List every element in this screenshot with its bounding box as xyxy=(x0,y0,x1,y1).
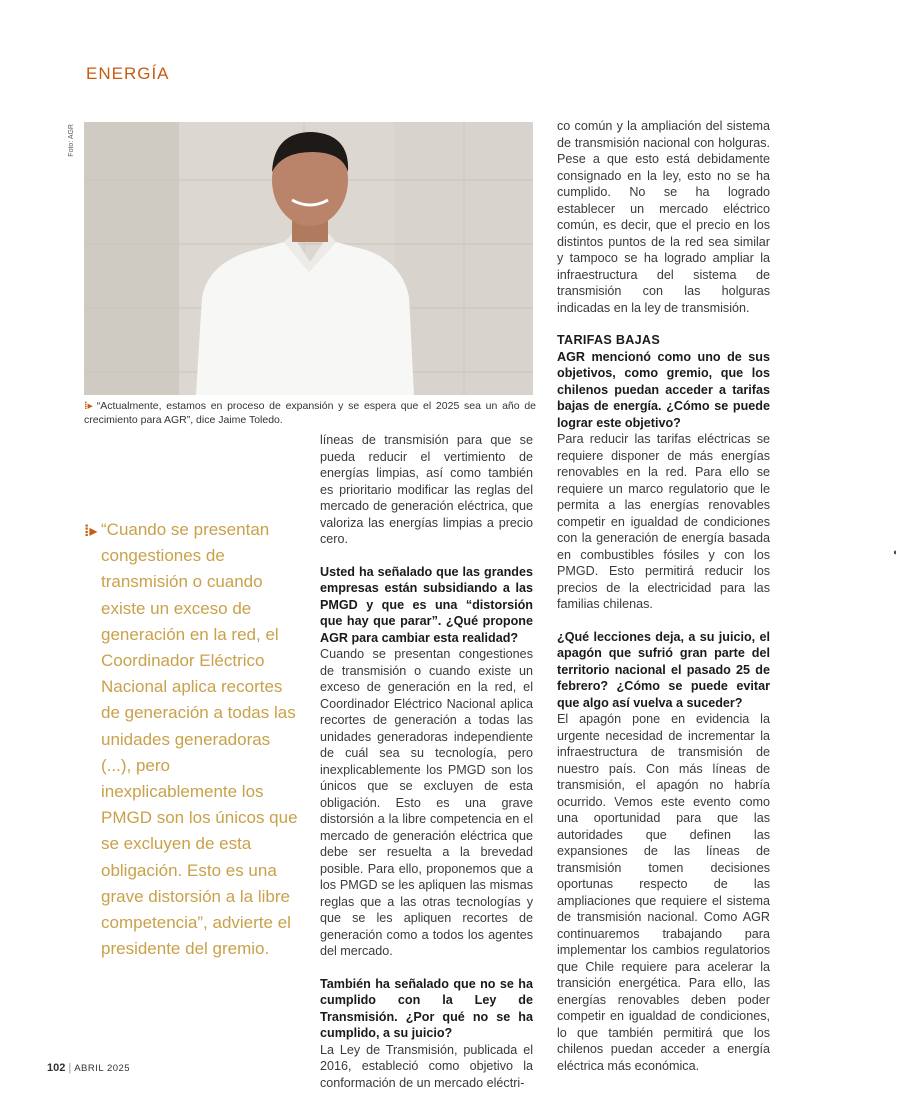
question-heading: También ha señalado que no se ha cumplido con la Ley de Transmisión. ¿Por qué no se ha cumplido, a su juicio? xyxy=(320,976,533,1040)
registration-mark-icon: ◖ xyxy=(892,547,898,557)
portrait-photo xyxy=(84,122,533,395)
caption-bullet-icon: ⁞▸ xyxy=(84,400,93,412)
middle-column xyxy=(320,432,533,1091)
page-footer xyxy=(47,1062,130,1074)
footer-separator: | xyxy=(68,1062,72,1074)
answer-paragraph: Cuando se presentan congestiones de transmisión o cuando existe un exceso de generación en la red, el Coordinador Eléctrico Nacional aplica recortes de generación a todas las unidades generadoras independiente de cuál sea su tecnología, pero inexplicablemente los PMGD son los únicos que se excluyen de esta obligación. Esto es una grave distorsión a la libre competencia en el mercado de generación eléctrica que debe ser resuelta a la brevedad posible. Para ello, proponemos que a los PMGD se les apliquen las mismas reglas que a las otras tecnologías y que se les apliquen recortes de generación como a todos los agentes del mercado. xyxy=(320,647,533,958)
pull-quote-text: “Cuando se presentan congestiones de transmisión o cuando existe un exceso de generación en la red, el Coordinador Eléctrico Nacional aplica recortes de generación a todas las unidades generadoras (...), pero inexplicablemente los PMGD son los únicos que se excluyen de esta obligación. Esto es una grave distorsión a la libre competencia”, advierte el presidente del gremio. xyxy=(101,520,298,959)
page-number: 102 xyxy=(47,1062,66,1074)
question-heading: Usted ha señalado que las grandes empresas están subsidiando a las PMGD y que es una “distorsión que hay que parar”. ¿Qué propone AGR para cambiar esta realidad? xyxy=(320,564,533,645)
section-label: ENERGÍA xyxy=(86,64,170,83)
photo-credit-text: Foto: AGR xyxy=(68,124,75,157)
answer-paragraph: La Ley de Transmisión, publicada el 2016, estableció como objetivo la conformación de un mercado eléctri- xyxy=(320,1042,533,1090)
quote-bullet-icon: ⁞▸ xyxy=(84,523,98,540)
question-heading: AGR mencionó como uno de sus objetivos, como gremio, que los chilenos puedan acceder a tarifas bajas de energía. ¿Cómo se puede lograr este objetivo? xyxy=(557,349,770,430)
issue-date: ABRIL 2025 xyxy=(74,1063,131,1074)
answer-paragraph: Para reducir las tarifas eléctricas se requiere disponer de más energías renovables en la red. Para ello se requiere un marco regulatorio que le permita a las energías renovables competir en igualdad de condiciones con la generación de energía basada en combustibles fósiles y con los PMGD. Esto permitirá reducir los precios de la electricidad para las familias chilenas. xyxy=(557,432,770,611)
portrait-illustration xyxy=(84,122,533,395)
caption-text: “Actualmente, estamos en proceso de expansión y se espera que el 2025 sea un año de crecimiento para AGR”, dice Jaime Toledo. xyxy=(84,400,536,426)
pull-quote xyxy=(84,517,299,962)
photo-credit xyxy=(68,124,82,164)
paragraph: co común y la ampliación del sistema de transmisión nacional con holguras. Pese a que esto está debidamente consignado en la ley, esto no se ha cumplido. No se ha logrado establecer un mercado eléctrico común, es decir, que el precio en los distintos puntos de la red sea similar y tampoco se ha logrado ampliar la infraestructura del sistema de transmisión con las holguras indicadas en la ley de transmisión. xyxy=(557,119,770,315)
right-column xyxy=(557,118,770,1074)
paragraph: líneas de transmisión para que se pueda reducir el vertimiento de energías limpias, así como también es prioritario modificar las reglas del mercado de generación eléctrica, que valoriza las energías limpias a precio cero. xyxy=(320,433,533,546)
answer-paragraph: El apagón pone en evidencia la urgente necesidad de incrementar la infraestructura de transmisión de nuestro país. Con más líneas de transmisión, el apagón no habría ocurrido. Vemos este evento como una oportunidad para que las autoridades que definen las expansiones de las líneas de transmisión tomen decisiones oportunas respecto de las ampliaciones que requiere el sistema de transmisión nacional. Como AGR continuaremos trabajando para implementar los cambios regulatorios que Chile requiere para acelerar la transición energética. Para ello, las energías renovables deben poder competir en igualdad de condiciones, lo que también permitirá que los chilenos puedan acceder a energía eléctrica más económica. xyxy=(557,712,770,1073)
question-heading: ¿Qué lecciones deja, a su juicio, el apagón que sufrió gran parte del territorio nacional el pasado 25 de febrero? ¿Cómo se puede evitar que algo así vuelva a suceder? xyxy=(557,629,770,710)
subsection-heading: TARIFAS BAJAS xyxy=(557,333,661,347)
photo-caption xyxy=(84,399,536,427)
